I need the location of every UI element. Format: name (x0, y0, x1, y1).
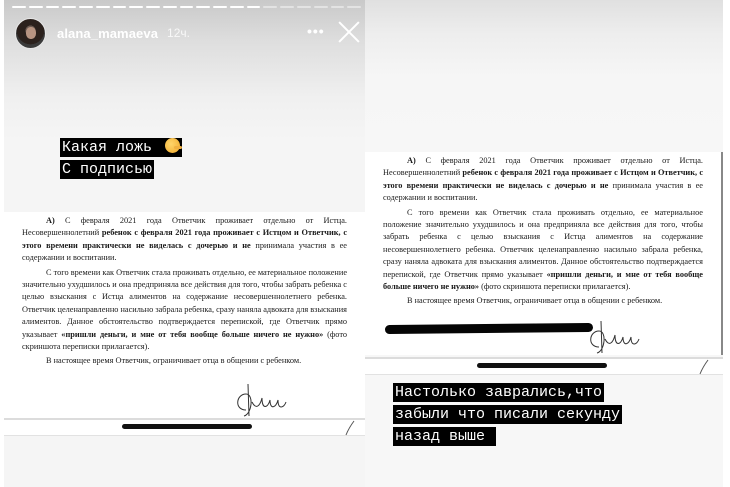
progress-segment (129, 6, 143, 8)
progress-segment (12, 6, 26, 8)
username[interactable]: alana_mamaeva (57, 25, 159, 41)
story-timestamp: 12ч. (167, 26, 190, 40)
caption-line: Настолько заврались,что (395, 384, 603, 401)
progress-segment (29, 6, 43, 8)
story-panel-right[interactable] (365, 0, 723, 487)
progress-segment (79, 6, 93, 8)
story-header-gradient (365, 0, 723, 140)
avatar[interactable] (15, 18, 46, 49)
home-indicator (122, 424, 252, 429)
story-user-info[interactable] (15, 17, 190, 49)
progress-segment (347, 6, 361, 8)
doc-paragraph-3: В настоящее время Ответчик, ограничивает отца в общении с ребенком. (46, 356, 302, 366)
progress-segment (46, 6, 60, 8)
caption-sticker (393, 383, 622, 446)
doc-paragraph-1: А) С февраля 2021 года Ответчик проживает отдельно от Истца. Несовершеннолетний ребенок с февраля 2021 года проживает с Истцом и Ответчик, с этого времени практически не виделась с дочерью и не принимала участия в ее содержании и воспитании. (383, 156, 703, 203)
caption-line: назад выше (395, 428, 495, 445)
caption-line: забыли что писали секунду (395, 406, 621, 423)
doc-paragraph-3: В настоящее время Ответчик, ограничивает отца в общении с ребенком. (407, 296, 663, 306)
progress-segment (196, 6, 210, 8)
progress-segment (331, 6, 345, 8)
progress-segment (280, 6, 294, 8)
progress-segment (263, 6, 277, 8)
document-screenshot (365, 152, 723, 355)
story-panel-left[interactable] (4, 0, 365, 487)
signature-icon (232, 380, 302, 418)
page-margin (723, 0, 730, 487)
progress-segment (230, 6, 244, 8)
doc-paragraph-1: А) С февраля 2021 года Ответчик проживает отдельно от Истца. Несовершеннолетний ребенок с февраля 2021 года проживает с Истцом и Ответчик, с этого времени практически не виделась с дочерью и не принимала участия в ее содержании и воспитании. (22, 216, 348, 263)
story-progress-bar (12, 6, 361, 9)
more-horizontal-icon[interactable]: ••• (307, 23, 325, 39)
progress-segment (62, 6, 76, 8)
caption-sticker (60, 138, 182, 179)
caption-line: С подписью (62, 161, 153, 178)
progress-segment (297, 6, 311, 8)
progress-segment (96, 6, 110, 8)
progress-segment (314, 6, 328, 8)
doc-paragraph-2: С того времени как Ответчик стала проживать отдельно, ее материальное положение значительно ухудшилось и она предприняла все действия для того, чтобы забрать ребенка с целью взыскания с Истца алиментов на содержание несовершеннолетнего ребенка. Ответчик целенаправленно насильно забрала ребенка, сразу наняла адвоката для взыскания алиментов. Данное обстоятельство подтверждается перепиской, где Ответчик прямо указывает «пришли деньги, и мне от тебя вообще больше ничего не нужно» (фото скриншота переписки прилагается). (22, 267, 348, 352)
progress-segment (247, 6, 261, 8)
progress-segment (180, 6, 194, 8)
home-indicator (477, 363, 607, 368)
pen-mark-icon (698, 359, 710, 375)
caption-line: Какая ложь (60, 138, 182, 157)
pen-mark-icon (344, 420, 356, 436)
redaction-mark (385, 323, 593, 334)
doc-paragraph-2: С того времени как Ответчик стала проживать отдельно, ее материальное положение значительно ухудшилось и она предприняла все действия для того, чтобы забрать ребенка с целью взыскания с Истца алиментов на содержание несовершеннолетнего ребенка. Ответчик целенаправленно насильно забрала ребенка, сразу наняла адвоката для взыскания алиментов. Данное обстоятельство подтверждается перепиской, где Ответчик прямо указывает «пришли деньги, и мне от тебя вообще больше ничего не нужно» (фото скриншота переписки прилагается). (383, 207, 703, 292)
progress-segment (163, 6, 177, 8)
document-footer-strip (4, 418, 365, 436)
progress-segment (113, 6, 127, 8)
document-screenshot (4, 212, 365, 418)
close-icon[interactable] (338, 21, 360, 43)
signature-icon (585, 317, 655, 355)
progress-segment (146, 6, 160, 8)
lying-face-emoji-icon (165, 138, 180, 153)
progress-segment (213, 6, 227, 8)
document-footer-strip (365, 357, 723, 375)
